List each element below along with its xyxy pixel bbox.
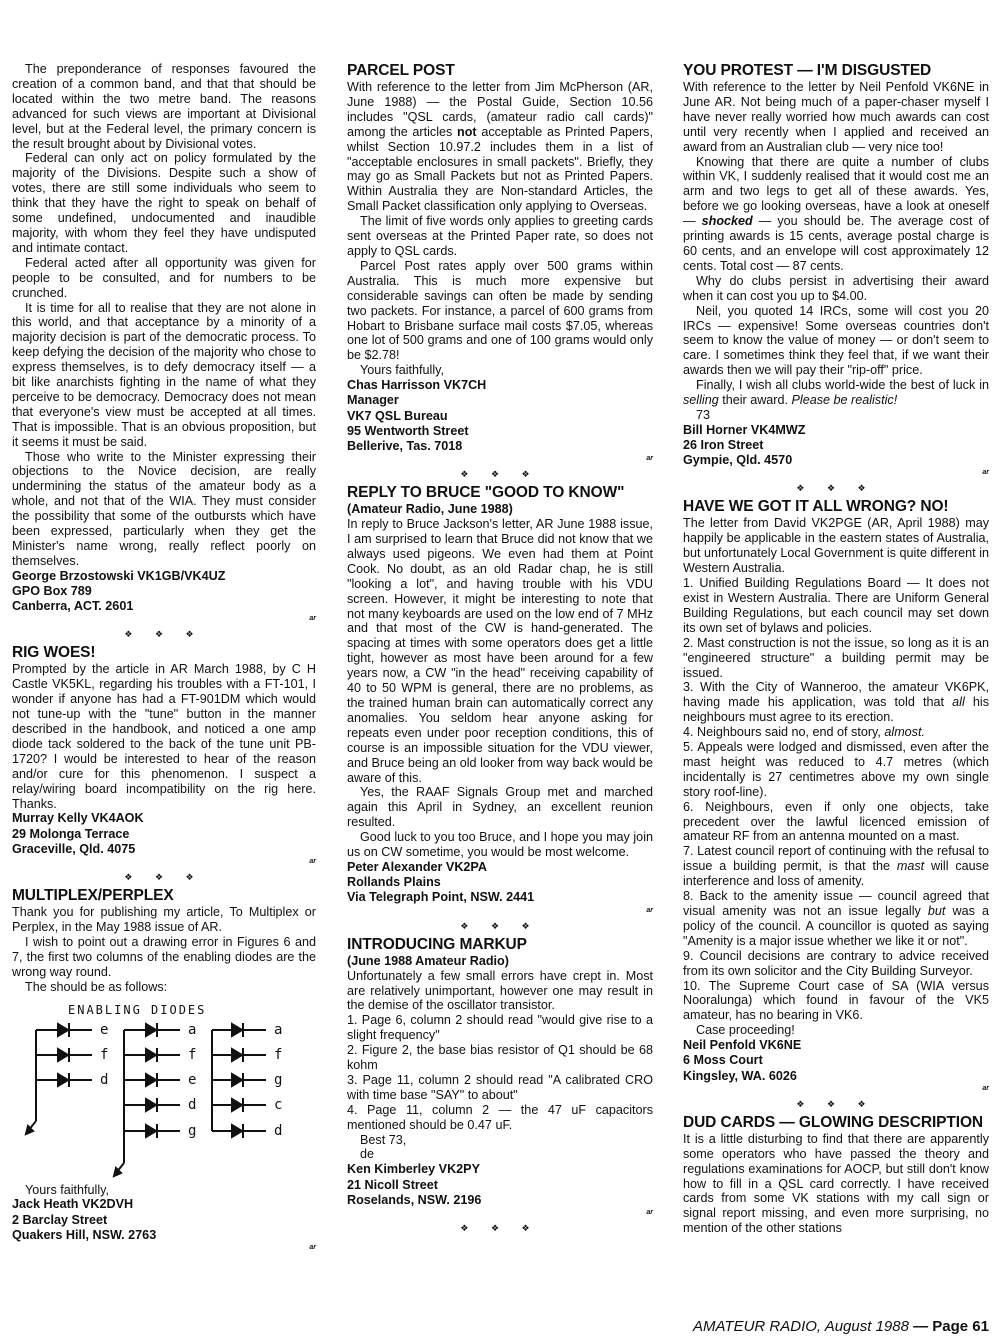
protest-para: Why do clubs persist in advertising their award when it can cost you up to $4.00. bbox=[683, 273, 989, 303]
text-emphasis: Please be realistic! bbox=[791, 393, 898, 408]
section-title-rig-woes: RIG WOES! bbox=[12, 644, 96, 662]
signature-address: 2 Barclay Street bbox=[12, 1212, 108, 1227]
diode-label: a bbox=[274, 1021, 283, 1038]
dud-cards-body: It is a little disturbing to find that there are apparently some operators who have passed the theory and regulations examinations for AOCP, but still don't know how to fill in a QSL card correctly. I have received cards from some VK stations with my call sign or signal report missing, and even more surprising, no mention of the other stations bbox=[683, 1131, 989, 1236]
signature-name: Peter Alexander VK2PA bbox=[347, 859, 487, 874]
signature-title: Manager bbox=[347, 393, 399, 408]
page-footer bbox=[683, 1318, 989, 1335]
closing-line: Case proceeding! bbox=[696, 1023, 795, 1038]
bruce-para: In reply to Bruce Jackson's letter, AR June 1988 issue, I am surprised to learn that Bruce did not know that we always used pigeons. We even had them at Point Cook. No doubt, as an old Radar chap, he is still "looking a lot", and having trouble with his VDU screen. However, it might be interesting to note that not many keyboards are used on the low end of 7 MHz and that most of the CW is hand-generated. The spacing at times with some operators does get a little tight, however as most have been around for a few years now, a CW "in the head" receiving capability of 40 to 50 WPM is general, there are no problems, as the trained human brain can automatically correct any anomalies. You seldom hear anyone asking for repeats even under poor reception conditions, this of course is an impossible situation for the VDU viewer, and Bruce being an old looker from way back would be aware of this. bbox=[347, 517, 653, 785]
signature-city: Bellerive, Tas. 7018 bbox=[347, 438, 463, 453]
wrong-item bbox=[683, 889, 989, 949]
signature-address: GPO Box 789 bbox=[12, 584, 92, 599]
closing-line: Best 73, bbox=[360, 1132, 407, 1147]
diode-label: d bbox=[100, 1071, 109, 1088]
multiplex-para: Thank you for publishing my article, To Multiplex or Perplex, in the May 1988 issue of AR. bbox=[12, 905, 316, 934]
diode-label: f bbox=[100, 1046, 109, 1063]
intro-para: Federal acted after all opportunity was given for people to be consulted, and for numbers to be crunched. bbox=[12, 255, 316, 300]
diode-label: d bbox=[188, 1096, 197, 1113]
wrong-item: 5. Appeals were lodged and dismissed, even after the mast height was reduced to 4.7 metres (which incidentally is 27 centimetres above my own single story roof-line). bbox=[683, 740, 989, 799]
protest-para bbox=[683, 155, 989, 274]
signature-name: Jack Heath VK2DVH bbox=[12, 1197, 134, 1212]
text-emphasis: selling bbox=[683, 393, 719, 408]
signature-city: Kingsley, WA. 6026 bbox=[683, 1068, 797, 1083]
signature-name: Murray Kelly VK4AOK bbox=[12, 811, 144, 826]
wrong-item: 6. Neighbours, even if only one objects, take precedent over the lawful licenced emission of amateur RF from an antenna mounted on a mast. bbox=[683, 799, 989, 844]
multiplex-para: I wish to point out a drawing error in Figures 6 and 7, the first two columns of the enabling diodes are the wrong way round. bbox=[12, 934, 316, 979]
end-mark: ar bbox=[309, 1244, 316, 1252]
section-separator: ❖ ❖ ❖ bbox=[796, 483, 876, 494]
text-run: — you should be. The average cost of printing awards is 15 cents, average postal charge is 60 cents, and an envelope will cost approximately 12 cents. Total cost — 87 cents. bbox=[683, 214, 990, 273]
closing-line: Yours faithfully, bbox=[360, 363, 445, 378]
bruce-para: Yes, the RAAF Signals Group met and marched again this April in Sydney, an excellent reunion resulted. bbox=[347, 785, 653, 830]
signature-address: 21 Nicoll Street bbox=[347, 1177, 438, 1192]
signature-name: Chas Harrisson VK7CH bbox=[347, 378, 487, 393]
text-run: Finally, I wish all clubs world-wide the best of luck in bbox=[696, 378, 989, 393]
wrong-intro: The letter from David VK2PGE (AR, April 1988) may happily be applicable in the eastern states of Australia, but unfortunately Local Government is quite different in Western Australia. bbox=[683, 516, 989, 576]
text-run: 7. Latest council report of continuing with the refusal to issue a building permit, is that the bbox=[683, 844, 989, 874]
intro-para: Federal can only act on policy formulated by the majority of the Divisions. Despite such a show of votes, there are still some individuals who seem to think that they have the right to speak on behalf of some undefined, undocumented and inaudible majority, with whom they feel they have undisputed and intimate contact. bbox=[12, 151, 316, 255]
closing-line: 73 bbox=[696, 407, 711, 422]
closing-de: de bbox=[360, 1147, 375, 1162]
signature-city: Roselands, NSW. 2196 bbox=[347, 1192, 482, 1207]
end-mark: ar bbox=[646, 906, 653, 914]
section-subtitle: (Amateur Radio, June 1988) bbox=[347, 502, 513, 517]
text-run: 4. Neighbours said no, end of story, bbox=[683, 725, 885, 740]
signature-city: Gympie, Qld. 4570 bbox=[683, 453, 793, 468]
wrong-item: 1. Unified Building Regulations Board — It does not exist in Western Australia. There are Uniform General Building Regulations, but each council may set down its own set of bylaws and policies. bbox=[683, 576, 989, 635]
text-emphasis: all bbox=[952, 695, 965, 710]
diode-label: c bbox=[274, 1096, 283, 1113]
footer-page-number: — Page 61 bbox=[908, 1318, 989, 1335]
section-title-dud-cards: DUD CARDS — GLOWING DESCRIPTION bbox=[683, 1113, 984, 1131]
end-mark: ar bbox=[646, 455, 653, 463]
text-run: 8. Back to the amenity issue — council agreed that visual amenity was not an issue legally bbox=[683, 889, 989, 919]
signature-org: VK7 QSL Bureau bbox=[347, 408, 448, 423]
signature-city: Canberra, ACT. 2601 bbox=[12, 599, 134, 614]
section-title-you-protest: YOU PROTEST — I'M DISGUSTED bbox=[683, 62, 932, 79]
diode-label: e bbox=[188, 1071, 197, 1088]
signature-address: Rollands Plains bbox=[347, 875, 441, 890]
section-subtitle: (June 1988 Amateur Radio) bbox=[347, 953, 509, 968]
parcel-para: The limit of five words only applies to greeting cards sent overseas at the Printed Paper rate, so does not apply to QSL cards. bbox=[347, 214, 653, 258]
diode-schematic bbox=[12, 1003, 316, 1183]
footer-publication: AMATEUR RADIO, bbox=[693, 1318, 822, 1335]
diode-label: a bbox=[188, 1021, 197, 1038]
parcel-para: Parcel Post rates apply over 500 grams within Australia. This is much more expensive but considerable savings can often be made by sending two packets. For instance, a parcel of 600 grams from Hobart to Brisbane surface mail costs $7.05, whereas one lot of 500 grams and one of 100 grams would only be $2.78! bbox=[347, 258, 653, 363]
end-mark: ar bbox=[982, 1084, 989, 1092]
wrong-item bbox=[683, 680, 989, 725]
signature-address: 95 Wentworth Street bbox=[347, 423, 469, 438]
text-run: acceptable as Printed Papers, whilst Section 10.97.2 includes them in a list of "acceptable enclosures in small packets". Briefly, they may go as Small Packets but not as Printed Papers. Within Australia they are Non-standard Articles, the Small Packet classification only applying to Overseas. bbox=[347, 124, 653, 214]
column-3 bbox=[683, 62, 989, 1236]
signature-name: Neil Penfold VK6NE bbox=[683, 1038, 802, 1053]
diode-label: e bbox=[100, 1021, 109, 1038]
rig-woes-body: Prompted by the article in AR March 1988, by C H Castle VK5KL, regarding his troubles with a FT-101, I wonder if anyone has had a FT-901DM which would not tune-up with the "tune" button in the manner described in the handbook, and noticed a one amp diode tack soldered to the back of the tune unit PB-1720? I would be interested to hear of the reason and/or cure for this phenomenon. I suspect a relay/wiring board incompatibility on the rig here. Thanks. bbox=[12, 662, 316, 811]
multiplex-para: The should be as follows: bbox=[25, 979, 168, 994]
markup-item: 2. Figure 2, the base bias resistor of Q1 should be 68 kohm bbox=[347, 1043, 653, 1073]
intro-para: It is time for all to realise that they are not alone in this world, and that acceptance by a minority of a majority decision is part of the democratic process. To keep defying the decision of the majority who chose to express themselves, is to defy democracy itself — a bit like anarchists fighting in the name of what they perceive to be democracy. Democracy does not mean that everyone's view must be accepted at all times. That is impossible. That is an obvious proposition, but it seems it must be said. bbox=[12, 300, 316, 449]
section-separator: ❖ ❖ ❖ bbox=[460, 469, 540, 480]
section-title-introducing-markup: INTRODUCING MARKUP bbox=[347, 935, 527, 953]
section-separator: ❖ ❖ ❖ bbox=[796, 1098, 876, 1109]
diode-label: f bbox=[274, 1046, 283, 1063]
end-mark: ar bbox=[646, 1208, 653, 1216]
markup-item: 4. Page 11, column 2 — the 47 uF capacitors mentioned should be 0.47 uF. bbox=[347, 1102, 653, 1132]
markup-intro: Unfortunately a few small errors have crept in. Most are relatively unimportant, however one may result in the demise of the oscillator transistor. bbox=[347, 968, 653, 1013]
column-2 bbox=[347, 62, 653, 1238]
signature-name: Bill Horner VK4MWZ bbox=[683, 422, 806, 437]
section-separator: ❖ ❖ ❖ bbox=[460, 1222, 540, 1233]
markup-item: 1. Page 6, column 2 should read "would give rise to a slight frequency" bbox=[347, 1013, 653, 1043]
text-run: Knowing that there are quite a number of clubs within VK, I suddenly realised that it would cost me an arm and two legs to get all of these awards. Yes, before we go looking overseas, have a look at oneself — bbox=[683, 154, 989, 229]
intro-para: The preponderance of responses favoured the creation of a common band, and that that should be located within the two metre band. The reasons advanced for such views are important at Divisional level, but at the Federal level, the primary concern is the result brought about by Divisional votes. bbox=[12, 62, 316, 151]
section-title-reply-to-bruce: REPLY TO BRUCE "GOOD TO KNOW" bbox=[347, 484, 625, 502]
protest-para: Neil, you quoted 14 IRCs, some will cost you 20 IRCs — expensive! Some overseas countries don't seem to know the value of money — or don't seem to care. I sometimes think they feel that, if we want their awards then we will pay their "rip-off" price. bbox=[683, 303, 989, 378]
text-run: their award. bbox=[718, 393, 792, 408]
text-run: 3. With the City of Wanneroo, the amateur VK6PK, having made his application, was told that bbox=[683, 680, 989, 710]
wrong-item bbox=[683, 725, 989, 740]
end-mark: ar bbox=[309, 615, 316, 623]
closing-line: Yours faithfully, bbox=[25, 1182, 110, 1197]
diode-label: d bbox=[274, 1122, 283, 1139]
section-separator: ❖ ❖ ❖ bbox=[460, 920, 540, 931]
wrong-item: 2. Mast construction is not the issue, so long as it is an "engineered structure" a building permit may be issued. bbox=[683, 635, 989, 680]
text-run: his neighbours must agree to its erection. bbox=[683, 695, 989, 725]
protest-para bbox=[683, 378, 989, 408]
signature-address: 26 Iron Street bbox=[683, 438, 764, 453]
section-separator: ❖ ❖ ❖ bbox=[124, 872, 204, 883]
signature-address: 29 Molonga Terrace bbox=[12, 826, 130, 841]
protest-para: With reference to the letter by Neil Penfold VK6NE in June AR. Not being much of a paper-chaser myself I have never really worried how much awards can cost until very recently when I applied and received an award from an Australian club — very nice too! bbox=[683, 80, 989, 154]
signature-city: Graceville, Qld. 4075 bbox=[12, 841, 136, 856]
footer-date: August 1988 bbox=[821, 1318, 909, 1335]
signature-name: Ken Kimberley VK2PY bbox=[347, 1162, 480, 1177]
intro-para: Those who write to the Minister expressing their objections to the Novice decision, are really undermining the status of the amateur body as a whole, and not that of the WIA. They must consider the possibility that some of the outbursts which have been expressed, particularly when they get the Minister's name wrong, really reflect poorly on themselves. bbox=[12, 449, 316, 568]
text-run: was a policy of the council. A councillor is quoted as saying "Amenity is a major issue whether we like it or not". bbox=[683, 904, 989, 948]
signature-city: Quakers Hill, NSW. 2763 bbox=[12, 1227, 157, 1242]
wrong-item: 9. Council decisions are contrary to advice received from its own solicitor and the City Building Surveyor. bbox=[683, 948, 989, 978]
signature-name: George Brzostowski VK1GB/VK4UZ bbox=[12, 568, 226, 583]
text-run: will cause interference and loss of amenity. bbox=[683, 859, 989, 889]
section-title-multiplex: MULTIPLEX/PERPLEX bbox=[12, 887, 174, 905]
diode-label: g bbox=[274, 1071, 283, 1088]
diagram-title: ENABLING DIODES bbox=[68, 1002, 207, 1017]
markup-item: 3. Page 11, column 2 should read "A calibrated CRO with time base "SAY" to about" bbox=[347, 1072, 653, 1102]
text-emphasis: but bbox=[927, 904, 946, 919]
parcel-para bbox=[347, 80, 653, 214]
section-title-parcel-post: PARCEL POST bbox=[347, 62, 455, 79]
text-emphasis: shocked bbox=[701, 214, 753, 229]
diode-label: g bbox=[188, 1122, 197, 1139]
enabling-diodes-diagram bbox=[12, 1003, 316, 1183]
bruce-para: Good luck to you too Bruce, and I hope you may join us on CW sometime, you would be most welcome. bbox=[347, 830, 653, 860]
section-separator: ❖ ❖ ❖ bbox=[124, 629, 204, 640]
signature-city: Via Telegraph Point, NSW. 2441 bbox=[347, 890, 535, 905]
text-run: With reference to the letter from Jim McPherson (AR, June 1988) — the Postal Guide, Section 10.56 includes "QSL cards, (amateur radio call cards)" among the articles bbox=[347, 80, 653, 139]
diode-label: f bbox=[188, 1046, 197, 1063]
wrong-item: 10. The Supreme Court case of SA (WIA versus Nooralunga) which found in favour of the VK5 amateur, has no bearing in VK6. bbox=[683, 978, 989, 1023]
end-mark: ar bbox=[982, 469, 989, 477]
wrong-item bbox=[683, 844, 989, 889]
text-bold: not bbox=[457, 124, 477, 139]
column-1 bbox=[12, 62, 316, 1253]
end-mark: ar bbox=[309, 858, 316, 866]
section-title-have-we-got-it-wrong: HAVE WE GOT IT ALL WRONG? NO! bbox=[683, 498, 949, 516]
signature-address: 6 Moss Court bbox=[683, 1053, 763, 1068]
text-emphasis: almost. bbox=[884, 725, 925, 740]
text-emphasis: mast bbox=[896, 859, 925, 874]
